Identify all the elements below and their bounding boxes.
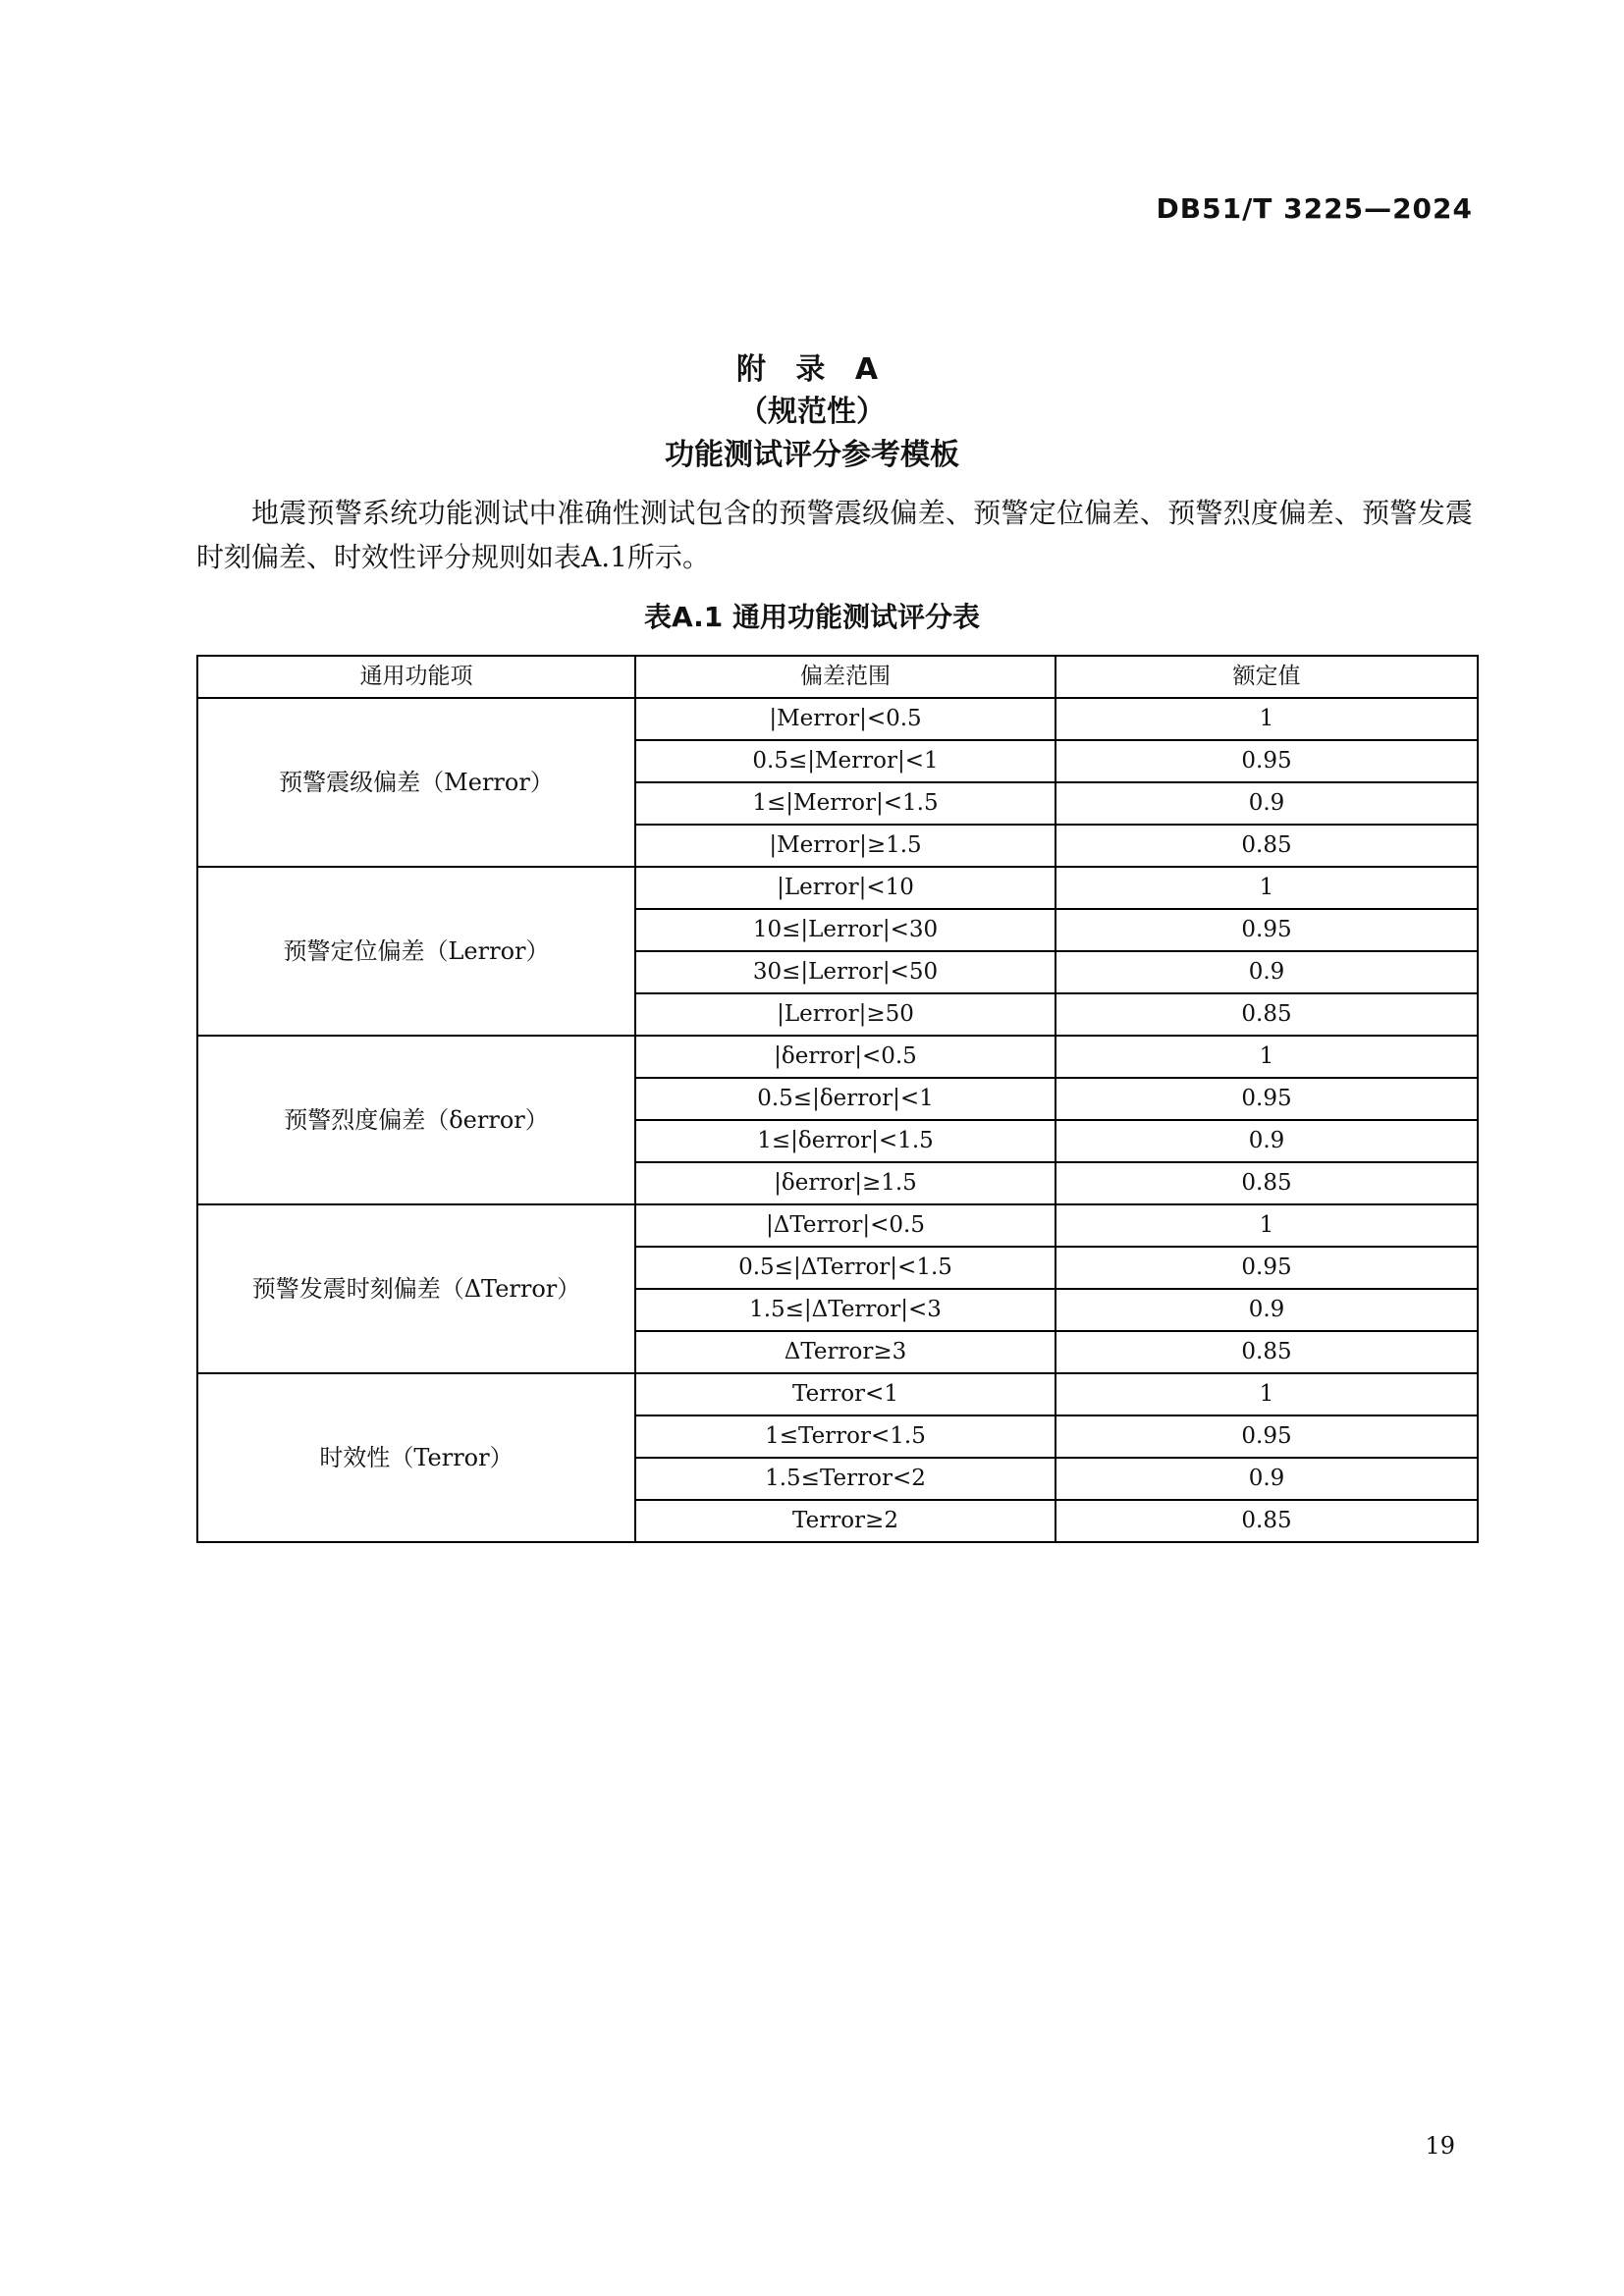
appendix-title: 附 录 A xyxy=(735,352,889,387)
table-row xyxy=(197,867,1478,909)
header-function-item: 通用功能项 xyxy=(197,656,635,698)
function-item-cell: 预警震级偏差（Merror） xyxy=(197,698,635,867)
deviation-range-cell: Terror<1 xyxy=(635,1373,1056,1415)
table-body xyxy=(197,698,1478,1542)
header-deviation-range: 偏差范围 xyxy=(635,656,1056,698)
deviation-range-cell: |δerror|<0.5 xyxy=(635,1036,1056,1078)
deviation-range-cell: 0.5≤|Merror|<1 xyxy=(635,740,1056,782)
rated-value-cell: 0.85 xyxy=(1056,1162,1478,1204)
rated-value-cell: 0.95 xyxy=(1056,1415,1478,1458)
rated-value-cell: 0.95 xyxy=(1056,909,1478,951)
deviation-range-cell: |δerror|≥1.5 xyxy=(635,1162,1056,1204)
rated-value-cell: 0.85 xyxy=(1056,993,1478,1036)
document-code: DB51/T 3225—2024 xyxy=(1156,192,1473,225)
deviation-range-cell: |ΔTerror|<0.5 xyxy=(635,1204,1056,1247)
scoring-table xyxy=(196,655,1479,1543)
rated-value-cell: 0.9 xyxy=(1056,782,1478,825)
deviation-range-cell: ΔTerror≥3 xyxy=(635,1331,1056,1373)
function-item-cell: 时效性（Terror） xyxy=(197,1373,635,1542)
rated-value-cell: 0.85 xyxy=(1056,1500,1478,1542)
page-number: 19 xyxy=(1425,2132,1455,2160)
rated-value-cell: 0.9 xyxy=(1056,1289,1478,1331)
table-row xyxy=(197,1036,1478,1078)
deviation-range-cell: 1≤|δerror|<1.5 xyxy=(635,1120,1056,1162)
deviation-range-cell: |Merror|≥1.5 xyxy=(635,825,1056,867)
rated-value-cell: 0.85 xyxy=(1056,825,1478,867)
deviation-range-cell: |Lerror|≥50 xyxy=(635,993,1056,1036)
deviation-range-cell: |Lerror|<10 xyxy=(635,867,1056,909)
deviation-range-cell: 30≤|Lerror|<50 xyxy=(635,951,1056,993)
rated-value-cell: 0.9 xyxy=(1056,1120,1478,1162)
rated-value-cell: 1 xyxy=(1056,1036,1478,1078)
table-row xyxy=(197,698,1478,740)
deviation-range-cell: |Merror|<0.5 xyxy=(635,698,1056,740)
rated-value-cell: 0.9 xyxy=(1056,951,1478,993)
rated-value-cell: 0.9 xyxy=(1056,1458,1478,1500)
table-title: 表A.1 通用功能测试评分表 xyxy=(643,601,981,633)
rated-value-cell: 0.95 xyxy=(1056,1078,1478,1120)
rated-value-cell: 1 xyxy=(1056,698,1478,740)
rated-value-cell: 1 xyxy=(1056,1373,1478,1415)
deviation-range-cell: 10≤|Lerror|<30 xyxy=(635,909,1056,951)
deviation-range-cell: 1.5≤Terror<2 xyxy=(635,1458,1056,1500)
appendix-nature: （规范性） xyxy=(738,395,886,429)
rated-value-cell: 0.95 xyxy=(1056,740,1478,782)
function-item-cell: 预警烈度偏差（δerror） xyxy=(197,1036,635,1204)
table-row xyxy=(197,1204,1478,1247)
intro-paragraph: 地震预警系统功能测试中准确性测试包含的预警震级偏差、预警定位偏差、预警烈度偏差、预警发震时刻偏差、时效性评分规则如表A.1所示。 xyxy=(196,497,1473,573)
rated-value-cell: 0.95 xyxy=(1056,1247,1478,1289)
table-header-row xyxy=(197,656,1478,698)
function-item-cell: 预警发震时刻偏差（ΔTerror） xyxy=(197,1204,635,1373)
table-row xyxy=(197,1373,1478,1415)
deviation-range-cell: Terror≥2 xyxy=(635,1500,1056,1542)
deviation-range-cell: 0.5≤|δerror|<1 xyxy=(635,1078,1056,1120)
deviation-range-cell: 1.5≤|ΔTerror|<3 xyxy=(635,1289,1056,1331)
deviation-range-cell: 0.5≤|ΔTerror|<1.5 xyxy=(635,1247,1056,1289)
header-rated-value: 额定值 xyxy=(1056,656,1478,698)
deviation-range-cell: 1≤|Merror|<1.5 xyxy=(635,782,1056,825)
deviation-range-cell: 1≤Terror<1.5 xyxy=(635,1415,1056,1458)
appendix-heading: 功能测试评分参考模板 xyxy=(665,438,959,472)
rated-value-cell: 0.85 xyxy=(1056,1331,1478,1373)
rated-value-cell: 1 xyxy=(1056,1204,1478,1247)
rated-value-cell: 1 xyxy=(1056,867,1478,909)
function-item-cell: 预警定位偏差（Lerror） xyxy=(197,867,635,1036)
